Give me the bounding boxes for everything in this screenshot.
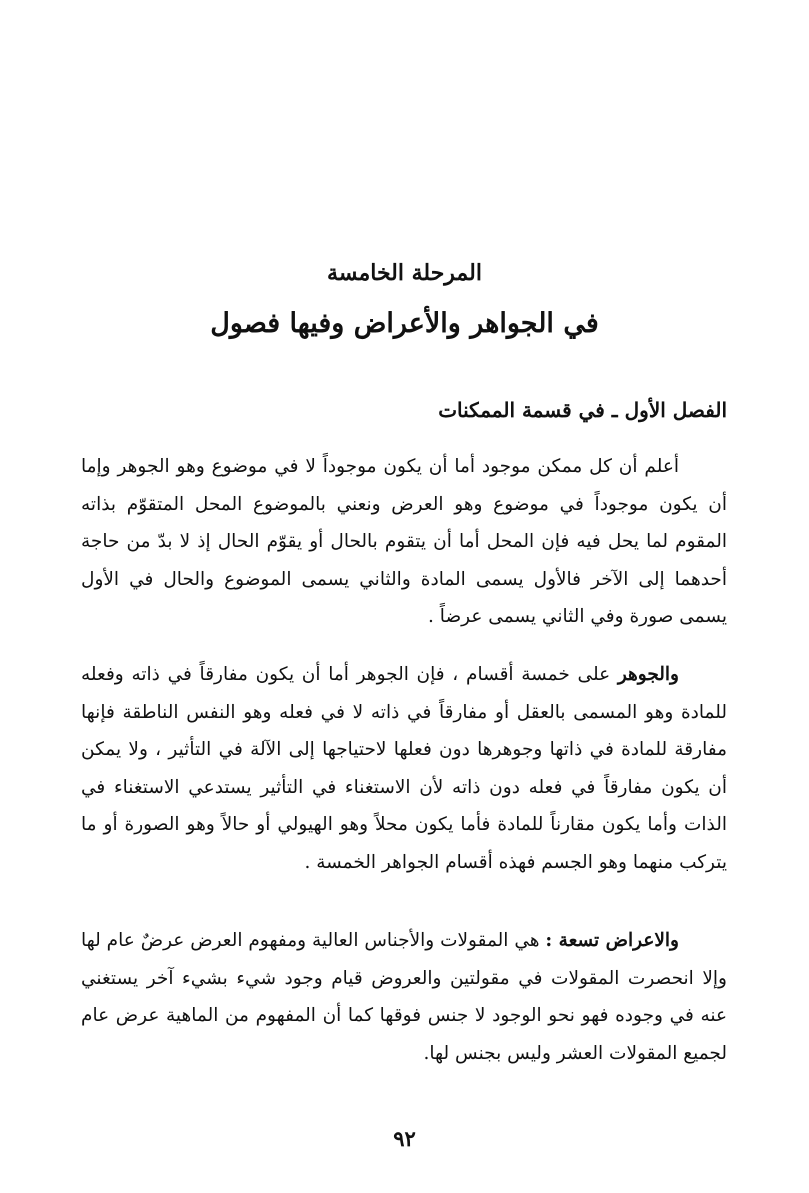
paragraph-substances <box>81 656 727 881</box>
page-number: ٩٢ <box>393 1126 416 1151</box>
chapter-subtitle: في الجواهر والأعراض وفيها فصول <box>210 308 599 339</box>
section-heading: الفصل الأول ـ في قسمة الممكنات <box>438 398 727 422</box>
chapter-title: المرحلة الخامسة <box>327 260 482 286</box>
paragraph-lead: والاعراض تسعة : <box>545 930 679 951</box>
paragraph-accidents <box>81 922 727 1072</box>
paragraph-lead: والجوهر <box>617 664 679 685</box>
paragraph-text: هي المقولات والأجناس العالية ومفهوم العرض عرضٌ عام لها وإلا انحصرت المقولات في مقولتين والعروض قيام وجود شيء بشيء آخر يستغني عنه في وجوده فهو نحو الوجود لا جنس فوقها كما أن المفهوم من الماهية عرض عام لجميع المقولات العشر وليس بجنس لها. <box>81 930 727 1064</box>
paragraph-possibles-division <box>81 448 727 636</box>
paragraph-text: أعلم أن كل ممكن موجود أما أن يكون موجوداً لا في موضوع وهو الجوهر وإما أن يكون موجوداً في موضوع وهو العرض ونعني بالموضوع المحل المتقوّم بذاته المقوم لما يحل فيه فإن المحل أما أن يتقوم بالحال أو يقوّم الحال إذ لا بدّ من حاجة أحدهما إلى الآخر فالأول يسمى المادة والثاني يسمى الموضوع والحال في الأول يسمى صورة وفي الثاني يسمى عرضاً . <box>81 456 727 627</box>
paragraph-text: على خمسة أقسام ، فإن الجوهر أما أن يكون مفارقاً في ذاته وفعله للمادة وهو المسمى بالعقل أو مفارقاً في ذاته لا في فعله وهو النفس الناطقة فإنها مفارقة للمادة في ذاتها وجوهرها دون فعلها لاحتياجها إلى الآلة في التأثير ، ولا يمكن أن يكون مفارقاً في فعله دون ذاته لأن الاستغناء في التأثير يستدعي الاستغناء في الذات وأما يكون مقارناً للمادة فأما يكون محلاً وهو الهيولي أو حالاً وهو الصورة أو ما يتركب منهما وهو الجسم فهذه أقسام الجواهر الخمسة . <box>81 664 727 873</box>
